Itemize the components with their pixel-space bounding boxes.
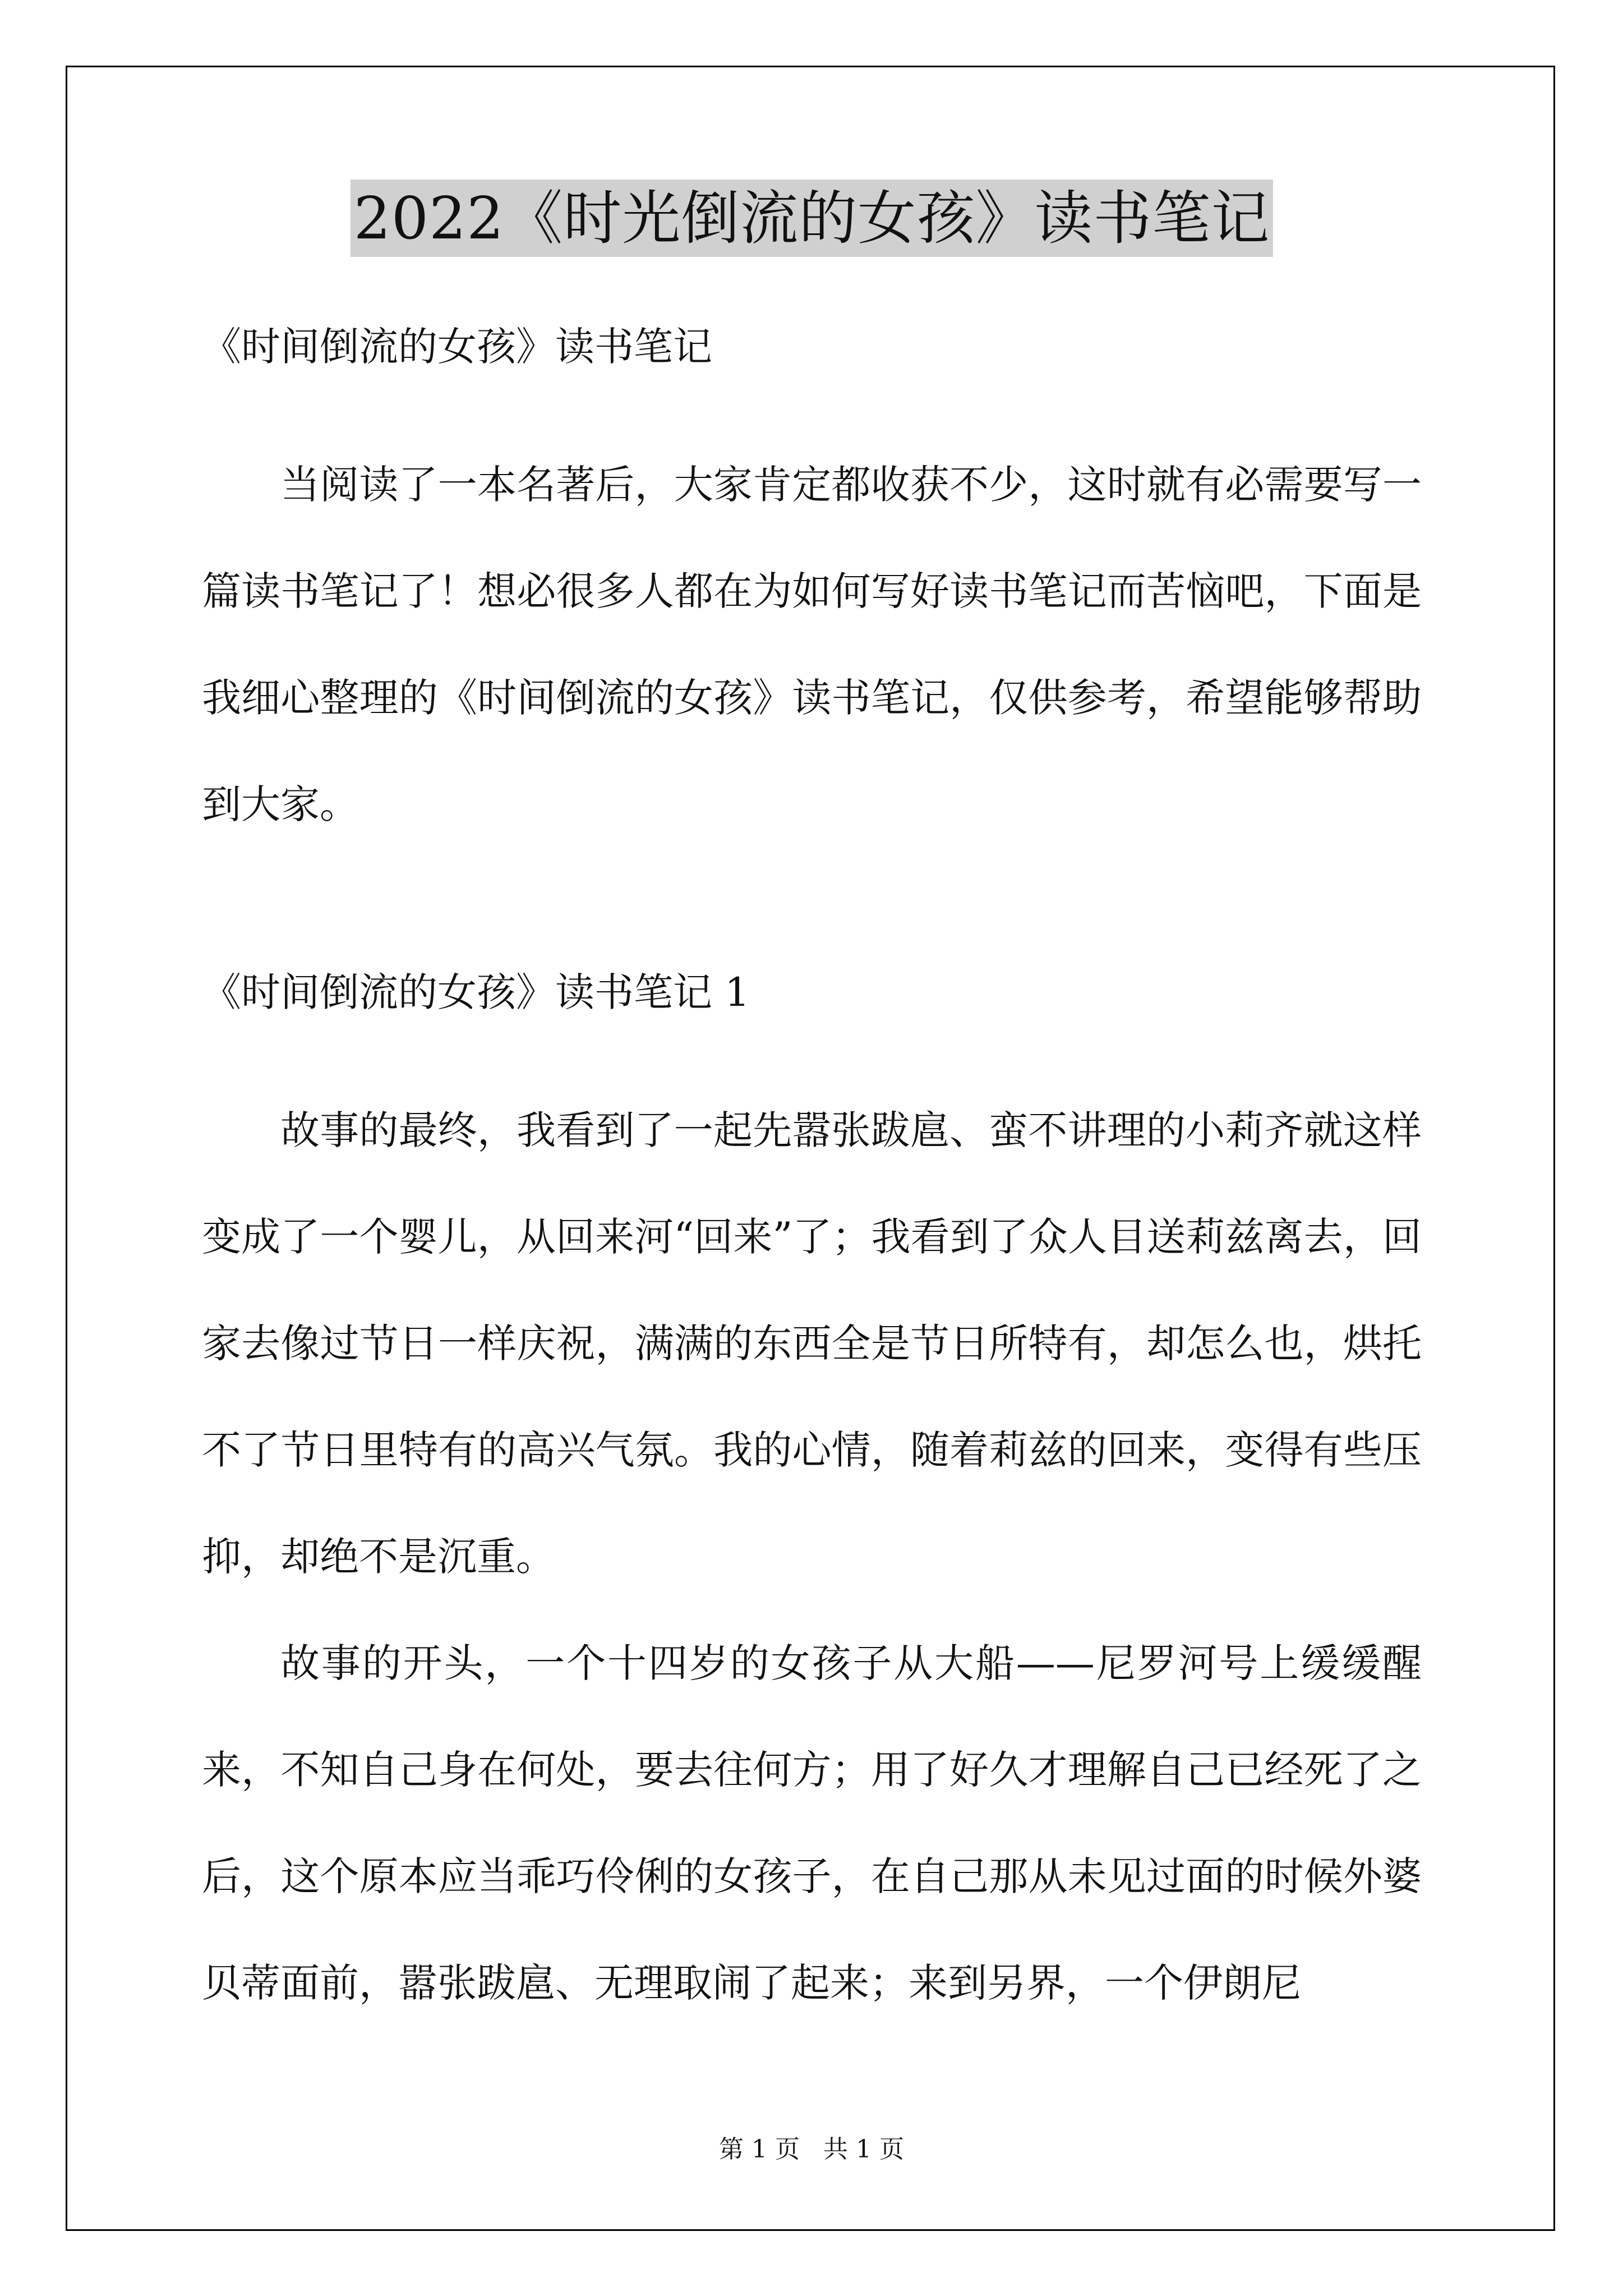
title-wrapper <box>202 180 1422 257</box>
intro-heading: 《时间倒流的女孩》读书笔记 <box>202 324 712 370</box>
page-number: 第 1 页 <box>719 2135 800 2164</box>
document-page <box>202 180 1422 2036</box>
section-gap <box>202 858 1422 967</box>
section-heading: 《时间倒流的女孩》读书笔记 1 <box>202 969 750 1015</box>
page-total: 共 1 页 <box>823 2135 904 2164</box>
intro-paragraph: 当阅读了一本名著后，大家肯定都收获不少，这时就有必需要写一篇读书笔记了！想必很多人都在为如何写好读书笔记而苦恼吧，下面是我细心整理的《时间倒流的女孩》读书笔记，仅供参考，希望能够帮助到大家。 <box>202 462 1422 827</box>
body-paragraph: 故事的最终，我看到了一起先嚣张跋扈、蛮不讲理的小莉齐就这样变成了一个婴儿，从回来河“回来”了；我看到了众人目送莉兹离去，回家去像过节日一样庆祝，满满的东西全是节日所特有，却怎么也，烘托不了节日里特有的高兴气氛。我的心情，随着莉兹的回来，变得有些压抑，却绝不是沉重。 <box>202 1107 1422 1580</box>
document-title: 2022《时光倒流的女孩》读书笔记 <box>351 180 1274 257</box>
body-paragraph: 故事的开头，一个十四岁的女孩子从大船——尼罗河号上缓缓醒来，不知自己身在何处，要去往何方；用了好久才理解自己已经死了之后，这个原本应当乖巧伶俐的女孩子，在自己那从未见过面的时候外婆贝蒂面前，嚣张跋扈、无理取闹了起来；来到另界，一个伊朗尼 <box>202 1640 1422 2006</box>
page-footer <box>0 2129 1623 2165</box>
